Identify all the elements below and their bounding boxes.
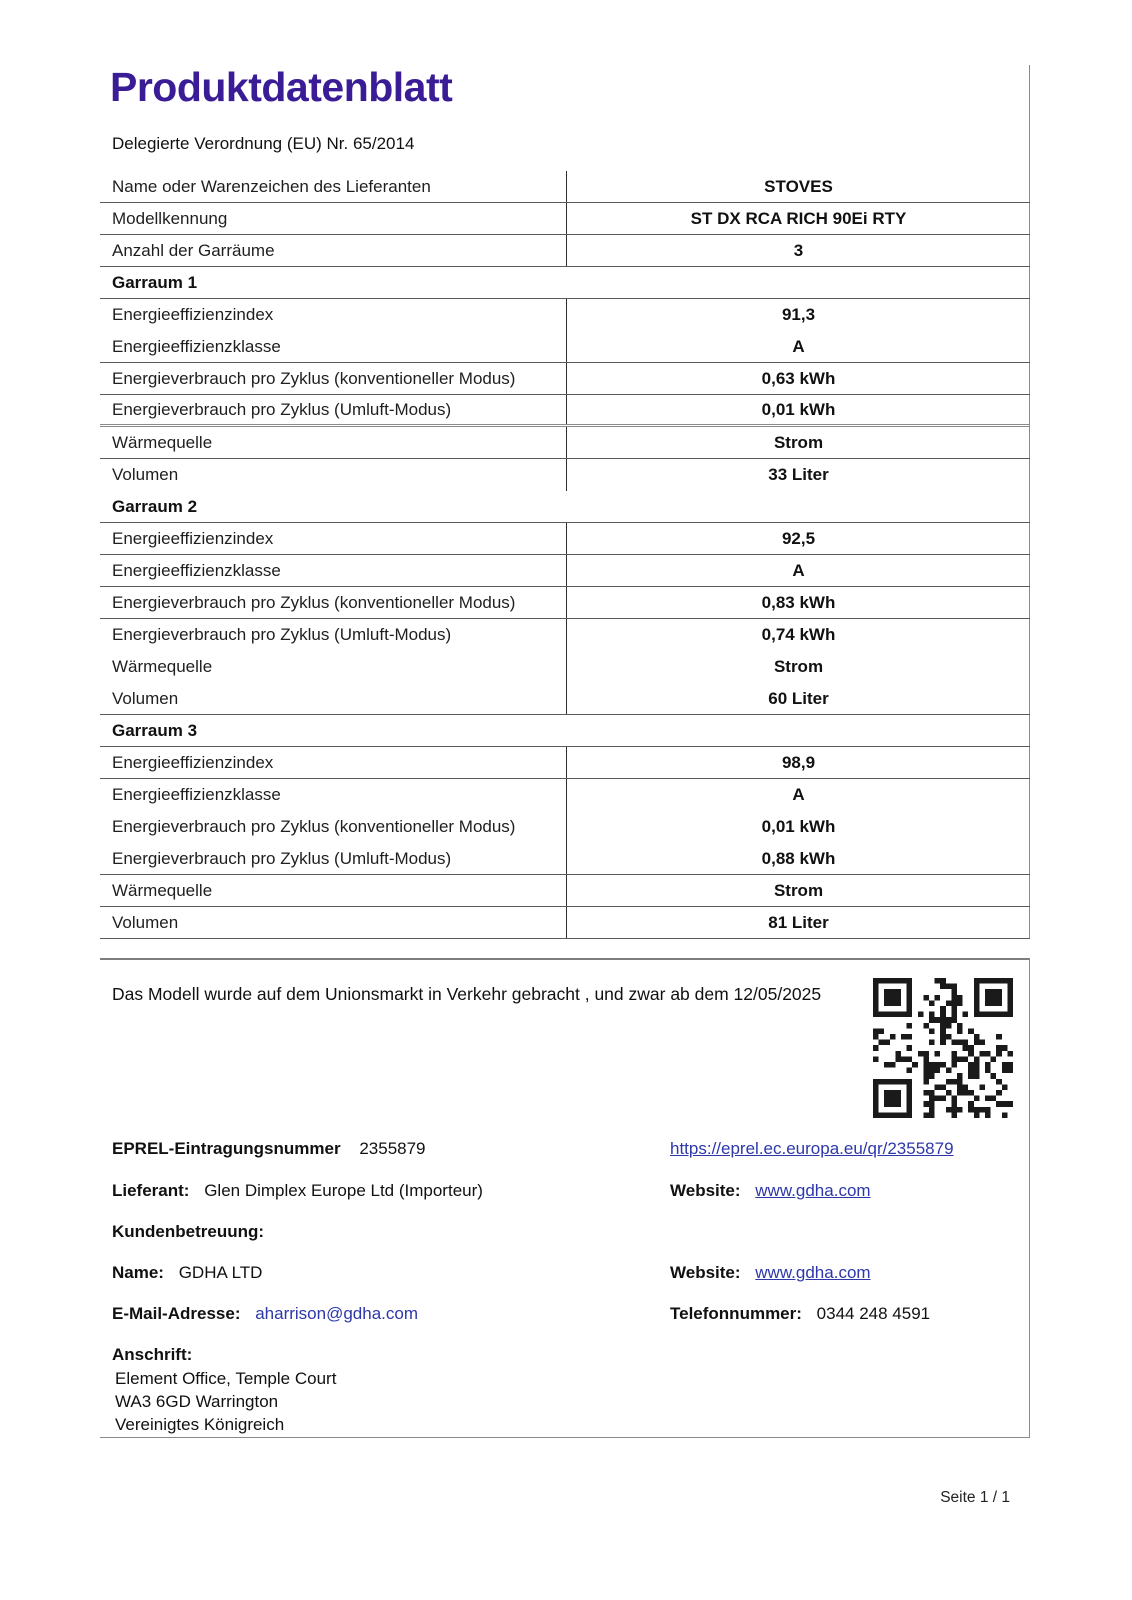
row-value: A: [566, 779, 1030, 811]
right-border-lower: [1029, 958, 1030, 1438]
row-value: 92,5: [566, 523, 1030, 554]
page-number: Seite 1 / 1: [940, 1489, 1010, 1506]
row-value: 33 Liter: [566, 459, 1030, 491]
table-section-row: [100, 715, 1030, 747]
row-label: Energieverbrauch pro Zyklus (Umluft-Modus): [112, 399, 452, 419]
address-line-1: Element Office, Temple Court: [115, 1369, 337, 1388]
address-line-2: WA3 6GD Warrington: [115, 1392, 279, 1411]
product-table: [100, 171, 1030, 939]
table-row: [100, 235, 1030, 267]
row-value: 0,01 kWh: [566, 811, 1030, 843]
eprel-row: [112, 1139, 1012, 1159]
row-value: A: [566, 555, 1030, 586]
table-row: [100, 523, 1030, 555]
row-label: Energieverbrauch pro Zyklus (konventioneller Modus): [112, 817, 516, 836]
row-value: A: [566, 331, 1030, 362]
table-section-row: [100, 267, 1030, 299]
row-label: Energieverbrauch pro Zyklus (konventioneller Modus): [112, 592, 516, 612]
supplier-label: Lieferant:: [112, 1181, 190, 1200]
table-row: [100, 811, 1030, 843]
table-row: [100, 459, 1030, 491]
qr-code: [873, 978, 1013, 1118]
row-label: Anzahl der Garräume: [112, 240, 275, 260]
customer-care-heading: Kundenbetreuung:: [112, 1222, 265, 1241]
table-row: [100, 619, 1030, 651]
care-name-row: [112, 1263, 1012, 1283]
info-box-bottom-divider: [100, 1437, 1030, 1438]
table-row: [100, 555, 1030, 587]
phone-number: 0344 248 4591: [816, 1304, 931, 1323]
row-value: 0,63 kWh: [566, 363, 1030, 394]
row-label: Energieeffizienzindex: [112, 528, 274, 548]
section-label: Garraum 1: [112, 272, 198, 292]
row-value: 3: [566, 235, 1030, 266]
row-value: 0,83 kWh: [566, 587, 1030, 618]
row-value: 0,88 kWh: [566, 843, 1030, 874]
row-label: Volumen: [112, 912, 179, 932]
row-label: Wärmequelle: [112, 657, 213, 676]
row-label: Name oder Warenzeichen des Lieferanten: [112, 176, 431, 196]
row-label: Energieeffizienzklasse: [112, 336, 281, 356]
email-label: E-Mail-Adresse:: [112, 1304, 241, 1323]
row-value: Strom: [566, 875, 1030, 906]
table-row: [100, 587, 1030, 619]
row-value: ST DX RCA RICH 90Ei RTY: [566, 203, 1030, 234]
row-label: Wärmequelle: [112, 432, 213, 452]
regulation-subtitle: Delegierte Verordnung (EU) Nr. 65/2014: [112, 134, 415, 153]
market-placement-statement: Das Modell wurde auf dem Unionsmarkt in Verkehr gebracht , und zwar ab dem 12/05/2025: [112, 984, 822, 1004]
table-row: [100, 203, 1030, 235]
eprel-number: 2355879: [359, 1139, 426, 1158]
table-row: [100, 171, 1030, 203]
table-row: [100, 875, 1030, 907]
row-label: Volumen: [112, 688, 179, 708]
table-row: [100, 907, 1030, 939]
supplier-value: Glen Dimplex Europe Ltd (Importeur): [204, 1181, 483, 1200]
table-row: [100, 395, 1030, 427]
row-value: Strom: [566, 427, 1030, 458]
care-website-label: Website:: [670, 1263, 741, 1282]
info-box-top-divider: [100, 958, 1030, 960]
row-value: 98,9: [566, 747, 1030, 778]
table-row: [100, 843, 1030, 875]
care-name-label: Name:: [112, 1263, 164, 1282]
row-label: Wärmequelle: [112, 880, 213, 900]
table-row: [100, 651, 1030, 683]
page-title: Produktdatenblatt: [110, 64, 453, 110]
row-label: Energieeffizienzklasse: [112, 560, 281, 580]
table-row: [100, 427, 1030, 459]
row-value: 0,74 kWh: [566, 619, 1030, 651]
care-website-link[interactable]: www.gdha.com: [755, 1263, 871, 1282]
row-value: 91,3: [566, 299, 1030, 331]
row-value: Strom: [566, 651, 1030, 683]
row-label: Energieeffizienzindex: [112, 752, 274, 772]
supplier-website-link[interactable]: www.gdha.com: [755, 1181, 871, 1200]
row-label: Modellkennung: [112, 208, 228, 228]
eprel-label: EPREL-Eintragungsnummer: [112, 1139, 341, 1158]
table-row: [100, 747, 1030, 779]
row-label: Energieverbrauch pro Zyklus (konventioneller Modus): [112, 368, 516, 388]
phone-label: Telefonnummer:: [670, 1304, 802, 1323]
care-name-value: GDHA LTD: [178, 1263, 263, 1282]
table-row: [100, 331, 1030, 363]
address-label: Anschrift:: [112, 1345, 193, 1364]
supplier-row: [112, 1181, 1012, 1201]
eprel-link[interactable]: https://eprel.ec.europa.eu/qr/2355879: [670, 1139, 954, 1158]
address-heading-row: [112, 1345, 1012, 1365]
email-link[interactable]: aharrison@gdha.com: [255, 1304, 419, 1323]
row-label: Energieeffizienzindex: [112, 305, 274, 324]
row-value: 0,01 kWh: [566, 395, 1030, 424]
row-value: 60 Liter: [566, 683, 1030, 714]
customer-care-heading-row: [112, 1222, 1012, 1242]
row-label: Energieeffizienzklasse: [112, 785, 281, 804]
row-label: Energieverbrauch pro Zyklus (Umluft-Modus): [112, 625, 452, 644]
table-row: [100, 299, 1030, 331]
address-line-3: Vereinigtes Königreich: [115, 1415, 285, 1434]
section-label: Garraum 3: [112, 720, 198, 740]
table-section-row: [100, 491, 1030, 523]
table-row: [100, 779, 1030, 811]
row-value: STOVES: [566, 171, 1030, 202]
table-row: [100, 363, 1030, 395]
supplier-website-label: Website:: [670, 1181, 741, 1200]
row-label: Energieverbrauch pro Zyklus (Umluft-Modus): [112, 848, 452, 868]
row-label: Volumen: [112, 465, 179, 484]
email-row: [112, 1304, 1012, 1324]
section-label: Garraum 2: [112, 496, 198, 516]
table-row: [100, 683, 1030, 715]
row-value: 81 Liter: [566, 907, 1030, 938]
